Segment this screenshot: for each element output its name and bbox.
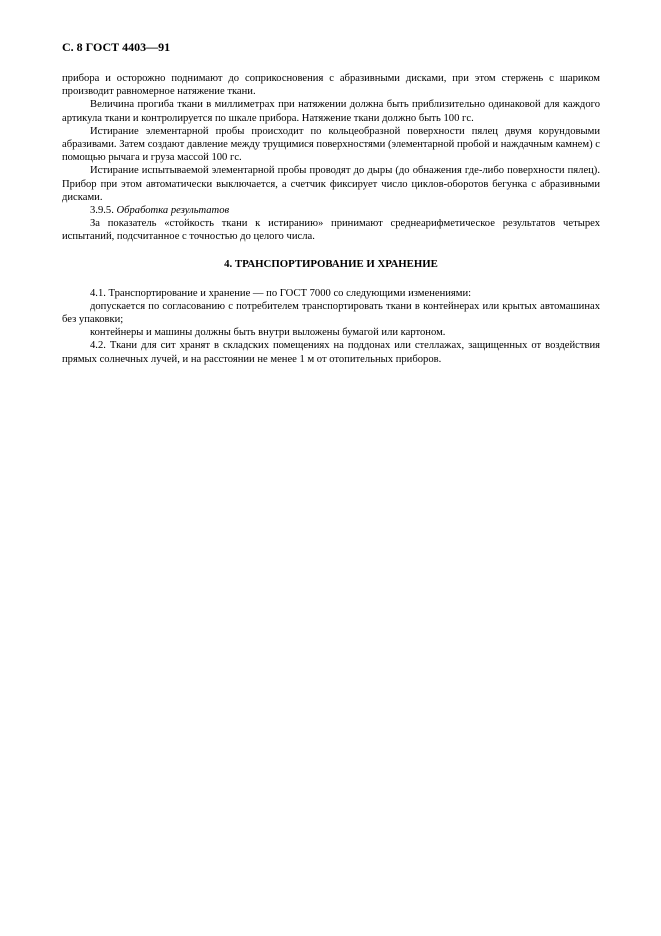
subsection-title: Обработка результатов	[116, 205, 230, 217]
subsection-heading	[62, 204, 600, 217]
paragraph-abrasion: Истирание элементарной пробы происходит по кольцеобразной поверхности пялец двумя корундовыми абразивами. Затем создают давление между трущимися поверхностями (элементарной пробой и наждачным камнем) с помощью рычага и груза массой 100 гс.	[62, 125, 600, 164]
paragraph-4-1-item-2: контейнеры и машины должны быть внутри выложены бумагой или картоном.	[90, 327, 446, 339]
paragraph-continuation: прибора и осторожно поднимают до соприкосновения с абразивными дисками, при этом стержень с шариком производит равномерное натяжение ткани.	[62, 73, 600, 98]
section-title: 4. ТРАНСПОРТИРОВАНИЕ И ХРАНЕНИЕ	[224, 257, 438, 270]
page-header: С. 8 ГОСТ 4403—91	[62, 40, 171, 54]
paragraph-results: За показатель «стойкость ткани к истиранию» принимают среднеарифметическое результатов четырех испытаний, подсчитанное с точностью до целого числа.	[62, 218, 600, 243]
document-page	[62, 40, 600, 366]
paragraph-4-1: 4.1. Транспортирование и хранение — по ГОСТ 7000 со следующими изменениями:	[90, 287, 472, 299]
paragraph-4-2: 4.2. Ткани для сит хранят в складских помещениях на поддонах или стеллажах, защищенных от воздействия прямых солнечных лучей, и на расстоянии не менее 1 м от отопительных приборов.	[62, 340, 600, 365]
paragraph-4-1-item-1: допускается по согласованию с потребителем транспортировать ткани в контейнерах или крытых автомашинах без упаковки;	[62, 300, 600, 326]
subsection-number: 3.9.5.	[90, 205, 114, 217]
paragraph-deflection: Величина прогиба ткани в миллиметрах при натяжении должна быть приблизительно одинаковой для каждого артикула ткани и контролируется по шкале прибора. Натяжение ткани должно быть 100 гс.	[62, 99, 600, 124]
paragraph-abrasion-until-hole: Истирание испытываемой элементарной пробы проводят до дыры (до обнажения где-либо поверхности пялец). Прибор при этом автоматически выключается, а счетчик фиксирует число циклов-оборотов бегунка с абразивными дисками.	[62, 165, 600, 203]
